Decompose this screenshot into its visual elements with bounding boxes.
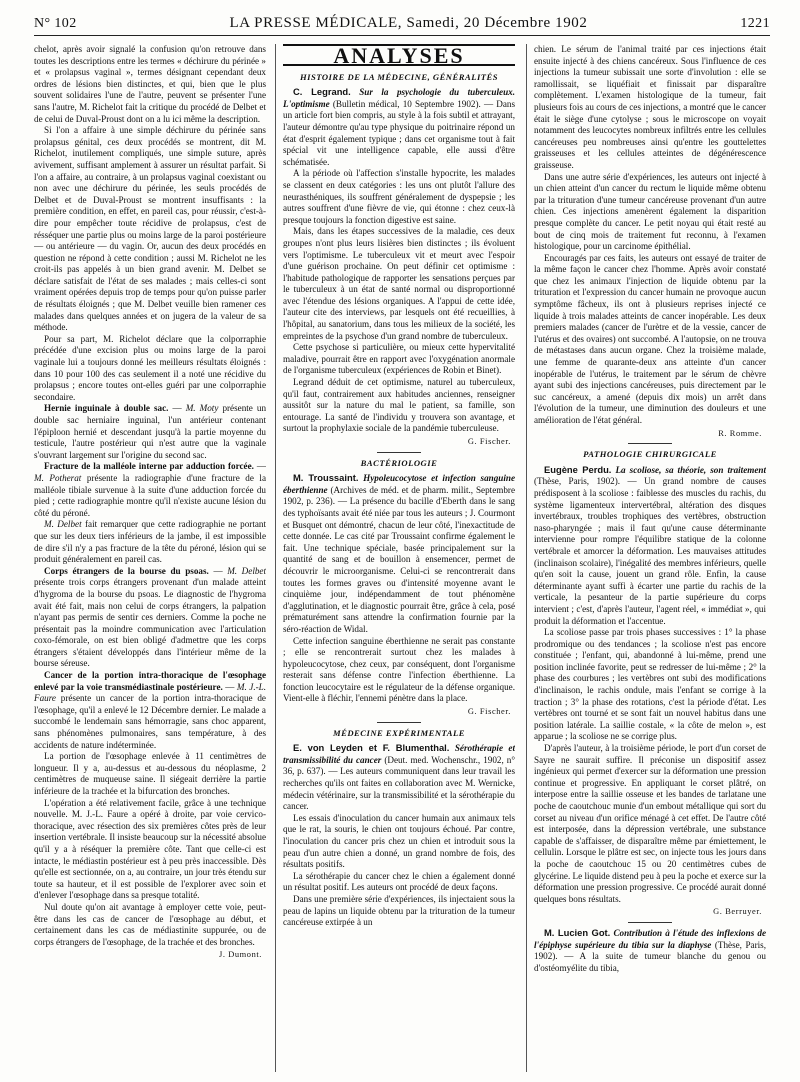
article-title: La scoliose, sa théorie, son traitement [615, 464, 766, 475]
article-title: Hypoleucocytose et infection sanguine éberthienne [283, 473, 515, 495]
report-text: présente la radiographie d'une fracture de la malléole tibiale survenue à la suite d'une adduction forcée du pied ; cette radiographie montre qu'il n'existe aucune lésion du côté du péroné. [34, 472, 266, 518]
report-author: M. Delbet [44, 519, 82, 530]
article-text: — Dans un article fort bien compris, au style à la fois subtil et attrayant, l'auteur démontre qu'au type physique du poitrinaire répond un état d'esprit également typique ; dans cet organisme tout à fait spécial vit une intelligence capable, elle aussi d'être schématisée. [283, 98, 515, 167]
issue-number: N° 102 [34, 16, 77, 31]
article-reference: (Deut. med. Wochenschr., 1902, n° 36, p. 637). [283, 754, 515, 777]
section-heading: MÉDECINE EXPÉRIMENTALE [332, 727, 466, 738]
article-reference: (Thèse, Paris, 1902). [534, 476, 621, 487]
signature: R. Romme. [718, 428, 762, 438]
article-reference: (Bulletin médical, 10 Septembre 1902). [332, 98, 481, 109]
paragraph: Legrand déduit de cet optimisme, naturel au tuberculeux, qu'il faut, contrairement aux habitudes anciennes, renseigner aussitôt sur la nature du mal le patient, sa famille, son entourage. La santé de l'individu y trouvera son avantage, et surtout la prophylaxie sociale de la pandémie tuberculeuse. [283, 377, 515, 434]
report-text: présente un cancer de la portion intra-thoracique de l'œsophage, qu'il a enlevé le 12 Décembre dernier. Le malade a succombé le lendemain sans hémorragie, sans choc apparent, sans phénomènes pulmonaires, sans température, à des accidents de nature indéterminée. [34, 693, 266, 750]
report-author: M. Delbet [227, 565, 266, 576]
divider [377, 722, 421, 723]
paragraph: Dans une autre série d'expériences, les auteurs ont injecté à un chien atteint d'un cancer du rectum le liquide même obtenu par la trituration d'une tumeur cancéreuse provenant d'un autre chien. Ces injections amenèrent également la disparition presque complète du cancer. Le petit noyau qui était resté au bout de cinq mois de traitement fut reconnu, à l'examen histologique, pour un carcinome épithélial. [534, 171, 766, 252]
article-author: E. von Leyden et F. Blumenthal. [293, 742, 450, 754]
paragraph: La sérothérapie du cancer chez le chien a également donné un résultat positif. Les auteurs ont procédé de deux façons. [283, 870, 515, 893]
paragraph: La portion de l'œsophage enlevée à 11 centimètres de longueur. Il y a, au-dessus et au-dessous du néoplasme, 2 centimètres de muqueuse saine. Il siégeait derrière la partie inférieure de la trachée et la bifurcation des bronches. [34, 751, 266, 796]
masthead [34, 12, 770, 36]
report-text: fait remarquer que cette radiographie ne portant que sur les deux tiers inférieurs de la jambe, il est impossible de dire s'il n'y a pas fracture de la tête du péroné, lésion qui se produit généralement en pareil cas. [34, 519, 266, 565]
paragraph: Les essais d'inoculation du cancer humain aux animaux tels que le rat, la souris, le chien ont toujours échoué. Par contre, l'inoculation du cancer pris chez un chien et introduit sous la peau d'un autre chien a donné, un grand nombre de fois, des résultats positifs. [283, 812, 515, 870]
paragraph: Cette psychose si particulière, ou mieux cette hypervitalité maladive, pourrait être en rapport avec l'oxygénation anormale de l'organisme tuberculeux (expériences de Robin et Binet). [283, 342, 515, 376]
divider [377, 452, 421, 453]
paragraph: D'après l'auteur, à la troisième période, le port d'un corset de Sayre ne saurait suffire. Il préconise un dispositif assez ingénieux qui permet d'exercer sur la déformation une pression continue et progressive. En appliquant le corset plâtré, on interpose entre la saillie osseuse et les bandes de tarlatane une poche de caoutchouc munie d'un embout métallique qui sort du corset au niveau d'un orifice ménagé à cet effet. De l'autre côté est interposée, dans la dépression vertébrale, une substance capable de s'affaisser, de disparaître même par émiettement, le cellulin. Lorsque le plâtre est sec, on injecte tous les jours dans la poche de caoutchouc 15 ou 20 centimètres cubes de glycérine. Le liquide distend peu à peu la poche et exerce sur la déformation une pression progressive. Ce procédé aurait donné quelques bons résultats. [534, 743, 766, 904]
report-cancer: Cancer de la portion intra-thoracique de l'œsophage enlevé par la voie transmédiastinale postérieure. — M. J.-L. Faure présente un cancer de la portion intra-thoracique de l'œsophage, qu'il a enlevé le 12 Décembre dernier. Le malade a succombé le lendemain sans hémorragie, sans choc apparent, sans phénomènes pulmonaires, sans température, à des accidents de nature indéterminée. [34, 670, 266, 750]
column-rule [526, 44, 527, 1072]
report-fracture: Fracture de la malléole interne par adduction forcée. — M. Potherat présente la radiographie d'une fracture de la malléole tibiale survenue à la suite d'une adduction forcée du pied ; cette radiographie montre qu'il n'existe aucune lésion du côté du péroné. [34, 461, 266, 518]
report-heading: Hernie inguinale à double sac. [44, 403, 169, 414]
report-heading: Corps étrangers de la bourse du psoas. [44, 565, 209, 576]
divider [628, 922, 672, 923]
report-heading: Cancer de la portion intra-thoracique de l'œsophage enlevé par la voie transmédiastinale postérieure. [34, 670, 266, 692]
article-header [283, 742, 515, 813]
paragraph: Mais, dans les étapes successives de la maladie, ces deux groupes n'ont plus leurs lisières bien distinctes ; ils évoluent vers l'optimisme. Le tuberculeux vit et meurt avec l'espoir d'une guérison prochaine. On peut définir cet optimisme : l'habitude pathologique de rapporter les sensations perçues par le tuberculeux à un état de santé normal ou disproportionné avec l'étendue des lésions organiques. A l'appui de cette idée, l'auteur cite des interviews, par lesquels ont été recueillies, à l'hôpital, au sanatorium, dans tous les milieux de la société, les empreintes de la psychose d'un grand nombre de tuberculeux. [283, 226, 515, 341]
column-1 [34, 44, 266, 1072]
column-rule [275, 44, 276, 1072]
section-banner: ANALYSES [283, 44, 515, 66]
paragraph: Nul doute qu'on ait avantage à employer cette voie, peut-être dans les cas de cancer de l'œsophage au début, et certainement dans les cas de médiastinite suppurée, ou de corps étrangers de l'œsophage, de la trachée et des bronches. [34, 901, 266, 947]
report-author: M. J.-L. Faure [34, 681, 266, 704]
article-text: — Les auteurs communiquent dans leur travail les recherches qu'ils ont faites en collaboration avec M. Wernicke, médecin vétérinaire, sur la transmissibilité et la sérothérapie du cancer. [283, 766, 515, 812]
article-title: Sur la psychologie du tuberculeux. L'optimisme [283, 87, 515, 109]
report-corps: Corps étrangers de la bourse du psoas. — M. Delbet présente trois corps étrangers provenant d'un malade atteint d'hygroma de la bourse du psoas. Le diagnostic de l'hygroma avait été fait, mais non celui de corps étrangers, la palpation n'ayant pas permis de sentir ces derniers. Comme la poche ne présentait pas la moindre communication avec l'articulation coxo-fémorale, on est bien obligé d'admettre que les corps étrangers s'étaient développés dans l'intérieur même de la bourse séreuse. [34, 565, 266, 669]
article-header [534, 927, 766, 974]
article-header [283, 472, 515, 635]
article-reference: (Archives de méd. et de pharm. milit., Septembre 1902, p. 236). [283, 484, 515, 507]
report-text: présente trois corps étrangers provenant d'un malade atteint d'hygroma de la bourse du psoas. Le diagnostic de l'hygroma avait été fait, mais non celui de corps étrangers, la palpation n'ayant pas permis de sentir ces derniers. Comme la poche ne présentait pas la moindre communication avec l'articulation coxo-fémorale, on est bien obligé d'admettre que les corps étrangers s'étaient développés dans l'intérieur même de la bourse séreuse. [34, 577, 266, 669]
paragraph: Encouragés par ces faits, les auteurs ont essayé de traiter de la même façon le cancer chez l'homme. Après avoir constaté que chez les animaux l'injection de liquide obtenu par la trituration et l'expression du cancer humain ne provoque aucun symptôme fâcheux, ils ont à plusieurs reprises injecté ce liquide à trois malades atteints de cancer inopérable. Les deux premiers malades (cancer de l'urètre et de la vessie, cancer de l'utérus et des ovaires) ont succombé. A l'autopsie, on ne trouva de métastases dans aucun organe. Chez la troisième malade, une femme de quarante-deux ans atteinte d'un cancer inopérable de l'utérus, le traitement par le sérum de chèvre ayant subi des injections cancéreuses, puis directement par le suc cancéreux, a amené (depuis dix mois) un arrêt dans l'évolution de la tumeur, une diminution des douleurs et une amélioration de l'état général. [534, 252, 766, 425]
article-reference: (Thèse, Paris, 1902). [534, 939, 766, 962]
paragraph: L'opération a été relativement facile, grâce à une technique nouvelle. M. J.-L. Faure a opéré à droite, par voie cervico-thoracique, avec résection des six premières côtes près de leur insertion vertébrale. Il insiste beaucoup sur la nécessité absolue qu'il y a à réséquer la première côte. Tant que celle-ci est intacte, le médiastin postérieur est à peu près inaccessible. Dès qu'elle est sectionnée, on a, au contraire, un jour très étendu sur toute sa hauteur, et il est possible de l'explorer avec soin et d'enlever l'œsophage dans sa presque totalité. [34, 797, 266, 901]
paragraph: Si l'on a affaire à une simple déchirure du périnée sans prolapsus génital, ces deux procédés se montrent, dit M. Richelot, inutilement compliqués, une simple suture, après avivement, suffisant amplement à assurer un résultat parfait. Si l'on a affaire, au contraire, à un prolapsus vaginal coexistant ou non avec une déchirure du périnée, les seuls procédés de Delbet et de Duval-Proust se montrent insuffisants : la première condition, en effet, en pareil cas, pour réussir, c'est-à-dire pour empêcher toute récidive de prolapsus, c'est de résséquer une partie plus ou moins large de la paroi postérieure — ou antérieure — du vagin. Or, aucun des deux procédés en question ne répond à cette condition ; aussi M. Richelot ne les croit-ils pas appelés à un bien grand avenir. M. Delbet se déclare satisfait de l'état de ses malades ; mais celles-ci sont vraiment opérées depuis trop de temps pour qu'on puisse parler de résultats éloignés ; que M. Delbet veuille bien ramener ces malades dans quelques années et on jugera de la valeur de sa méthode. [34, 125, 266, 333]
article-author: C. Legrand. [293, 86, 351, 98]
paragraph: Cette infection sanguine éberthienne ne serait pas constante ; elle se rencontrerait surtout chez les malades à hypoleucocytose, chez ceux, par conséquent, dont l'organisme resterait sans défense contre l'infection éberthienne. La fonction leucocytaire est le régulateur de la défense organique. Vient-elle à fléchir, l'ennemi pénètre dans la place. [283, 635, 515, 704]
article-author: M. Troussaint. [293, 472, 359, 484]
article-title: Sérothérapie et transmissibilité du cancer [283, 743, 515, 765]
report-text: présente un double sac herniaire inguinal, l'un antérieur contenant l'épiploon hernié et descendant jusqu'à la partie moyenne du testicule, l'autre postérieur qui n'est autre que la vaginale s'ouvrant largement sur l'origine du second sac. [34, 403, 266, 460]
signature: G. Fischer. [467, 437, 511, 446]
paragraph: chien. Le sérum de l'animal traité par ces injections était ensuite injecté à des chiens cancéreux. Sous l'influence de ces injections la tumeur subissait une sorte d'involution : elle se ramollissait, se liquéfiait et finissait par disparaître complètement. L'examen histologique de la tumeur, fait plusieurs fois au cours de ces injections, a montré que le cancer était le siège d'une cytolyse ; sous le microscope on voyait notamment des leucocytes nombreux infiltrés entre les cellules cancéreuses peu nombreuses ainsi qu'entre les gouttelettes graisseuses et les cellules atteintes de dégénérescence graisseuse. [534, 44, 766, 170]
report-author: M. Potherat [34, 472, 82, 483]
report-author: M. Moty [185, 403, 219, 414]
signature: G. Berruyer. [713, 907, 762, 917]
signature: J. Dumont. [219, 950, 262, 960]
column-2 [283, 44, 515, 1072]
paragraph: A la période où l'affection s'installe hypocrite, les malades se classent en deux catégories : les uns ont plutôt l'allure des neurasthéniques, ils souffrent généralement de dyspepsie ; les autres souffrent d'une fièvre de vie, qui étonne : chez ceux-là presque toujours la fonction digestive est saine. [283, 168, 515, 225]
divider [628, 443, 672, 444]
paragraph: chelot, après avoir signalé la confusion qu'on retrouve dans toutes les descriptions entre les termes « déchirure du périnée » et « prolapsus vaginal », termes désignant cependant deux ordres de lésions bien distinctes, et qui, bien que le plus souvent solidaires l'une de l'autre, peuvent se présenter l'une sans l'autre, M. Richelot fait la critique du procédé de Delbet et de celui de Duval-Proust dont on a lu ici même la description. [34, 44, 266, 124]
article-text: — Un grand nombre de causes prédisposent à la scoliose : faiblesse des muscles du rachis, du système ligamenteux intervertébral, altération des disques invertébraux, troubles trophiques des vertèbres, obstruction naso-pharyngée ; mais il faut qu'une cause déterminante intervienne pour rompre l'équilibre statique de la colonne vertébrale et amorcer la déformation. Les mauvaises attitudes (inclinaison scolaire), l'inégalité des membres inférieurs, quelle qu'en soit la cause, jouent un grand rôle. Enfin, la cause déterminante ayant suffi à écarter une partie du rachis de la verticale, la pesanteur de la partie supérieure du corps intervient ; c'est, d'après l'auteur, l'agent réel, « immédiat », qui produit la déformation et l'accentue. [534, 476, 766, 626]
article-text: — A la suite de tumeur blanche du genou ou d'ostéomyélite du tibia, [534, 951, 766, 973]
article-header [283, 86, 515, 168]
page-number: 1221 [740, 16, 770, 31]
section-heading: HISTOIRE DE LA MÉDECINE, GÉNÉRALITÉS [299, 71, 499, 82]
paragraph: Dans une première série d'expériences, ils injectaient sous la peau de lapins un liquide obtenu par la trituration de la tumeur cancéreuse extirpée à un [283, 893, 515, 928]
journal-title-date: LA PRESSE MÉDICALE, Samedi, 20 Décembre 1902 [229, 15, 588, 31]
column-3 [534, 44, 766, 1072]
report-heading: Fracture de la malléole interne par adduction forcée. [44, 461, 254, 472]
article-title: Contribution à l'étude des inflexions de l'épiphyse supérieure du tibia sur la diaphyse [534, 927, 766, 950]
article-author: Eugène Perdu. [544, 463, 612, 475]
report-hernie: Hernie inguinale à double sac. — M. Moty présente un double sac herniaire inguinal, l'un antérieur contenant l'épiploon hernié et descendant jusqu'à la partie moyenne du testicule, l'autre postérieur qui n'est autre que la vaginale s'ouvrant largement sur l'origine du second sac. [34, 403, 266, 460]
signature: G. Fischer. [467, 707, 511, 717]
paragraph: La scoliose passe par trois phases successives : 1° la phase prodromique ou des tendances ; la scoliose n'est pas encore constituée ; l'enfant, qui, abandonné à lui-même, prend une position inclinée favorite, peut se redresser de lui-même ; 2° la phase des courbures ; les vertèbres ont subi des modifications d'inclinaison, le rachis ondule, mais l'enfant se corrige à la traction ; 3° la phase des rotations, c'est la période d'état. Les vertèbres ont tourné et se sont fait un nouvel habitus dans une position latérale. La saillie costale, « la côte de melon », est apparue ; la scoliose ne se corrige plus. [534, 627, 766, 742]
article-author: M. Lucien Got. [544, 926, 611, 938]
section-heading: PATHOLOGIE CHIRURGICALE [583, 449, 717, 460]
article-text: — La présence du bacille d'Eberth dans le sang des typhoïsants avait été niée par tous les auteurs ; J. Courmont et Busquet ont démontré, chacun de leur côté, l'inexactitude de cette donnée. Le cas cité par Troussaint confirme également le fait. Une technique spéciale, basée principalement sur la quantité de sang et de bouillon à ensemencer, permet de découvrir le microorganisme. Celui-ci se rencontrerait dans toutes les formes graves ou d'intensité moyenne avant le cinquième jour, indépendamment de tout phénomène d'agglutination, et le diagnostic pourrait être, grâce à cela, posé prématurément sans attendre la confirmation fournie par la séro-réaction de Widal. [283, 496, 515, 634]
section-heading: BACTÉRIOLOGIE [360, 457, 438, 468]
report-remark [34, 519, 266, 565]
paragraph: Pour sa part, M. Richelot déclare que la colporraphie précédée d'une excision plus ou moins large de la paroi vaginale lui a toujours donné les meilleurs résultats éloignés : dans 10 pour 100 des cas seulement il a noté une récidive du prolapsus ; encore toutes ont-elles guéri par une colporraphie secondaire. [34, 333, 266, 402]
article-header [534, 464, 766, 627]
